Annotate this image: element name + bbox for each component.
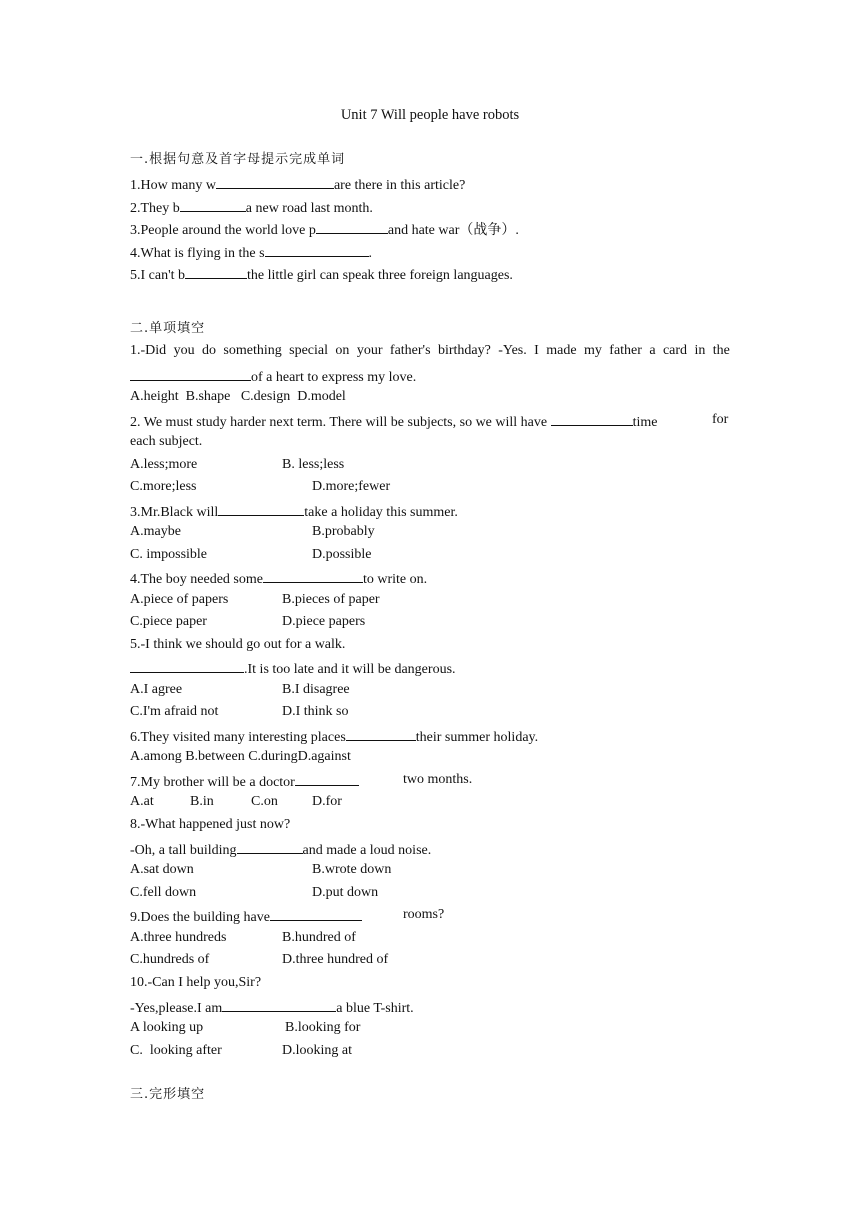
s2-q1-line1 bbox=[130, 343, 730, 359]
s2-q9-text-a: 9.Does the building have bbox=[130, 910, 270, 925]
answer-blank[interactable] bbox=[263, 568, 363, 583]
s2-q4-text-a: 4.The boy needed some bbox=[130, 572, 263, 587]
s2-q9-option-a: A.three hundreds bbox=[130, 930, 227, 945]
s2-q4-option-c: C.piece paper bbox=[130, 614, 207, 629]
s2-q2-option-b: B. less;less bbox=[282, 457, 345, 472]
s2-question-3 bbox=[130, 501, 458, 522]
s2-q6-text-a: 6.They visited many interesting places bbox=[130, 730, 346, 745]
s2-q5-line1: 5.-I think we should go out for a walk. bbox=[130, 637, 346, 652]
s2-q3-option-a: A.maybe bbox=[130, 524, 181, 539]
s2-q10-option-c: C. looking after bbox=[130, 1043, 222, 1058]
answer-blank[interactable] bbox=[270, 906, 362, 921]
s2-q5-option-b: B.I disagree bbox=[282, 682, 350, 697]
s2-q2-text-c: for bbox=[712, 412, 729, 427]
s2-question-6 bbox=[130, 726, 538, 747]
s1-q4-text-a: 4.What is flying in the s bbox=[130, 246, 265, 261]
s2-q10-text-b: a blue T-shirt. bbox=[336, 1001, 414, 1016]
s2-q1-line2 bbox=[130, 366, 416, 387]
s1-question-1 bbox=[130, 174, 465, 195]
s2-q2-line2: each subject. bbox=[130, 434, 203, 449]
s2-q10-option-b: B.looking for bbox=[285, 1020, 361, 1035]
s2-q9-option-b: B.hundred of bbox=[282, 930, 356, 945]
s2-q5-option-a: A.I agree bbox=[130, 682, 183, 697]
answer-blank[interactable] bbox=[130, 366, 251, 381]
s2-q7-option-a: A.at bbox=[130, 794, 154, 809]
answer-blank[interactable] bbox=[180, 197, 246, 212]
answer-blank[interactable] bbox=[551, 411, 633, 426]
s2-q7-text-a: 7.My brother will be a doctor bbox=[130, 775, 295, 790]
s1-question-2 bbox=[130, 197, 373, 218]
s2-q3-option-c: C. impossible bbox=[130, 547, 208, 562]
s2-q1-word: -Yes. bbox=[498, 343, 527, 358]
s1-question-5 bbox=[130, 264, 513, 285]
s1-q2-text-b: a new road last month. bbox=[245, 201, 373, 216]
s1-q5-text-a: 5.I can't b bbox=[130, 268, 186, 283]
s2-q1-word: in bbox=[694, 343, 706, 358]
s2-q3-option-d: D.possible bbox=[312, 547, 372, 562]
s1-q3-text-a: 3.People around the world love p bbox=[130, 223, 316, 238]
s1-q3-text-b: and hate war（战争）. bbox=[387, 223, 519, 238]
s2-q8-line2 bbox=[130, 839, 431, 860]
s2-q1-word: father's bbox=[389, 343, 431, 358]
s2-question-4 bbox=[130, 568, 427, 589]
s2-question-9 bbox=[130, 906, 362, 927]
s1-q4-text-b: . bbox=[368, 246, 373, 261]
s2-q10-option-a: A looking up bbox=[130, 1020, 204, 1035]
s2-q8-option-b: B.wrote down bbox=[312, 862, 392, 877]
s2-q8-text-a: -Oh, a tall building bbox=[130, 843, 237, 858]
s2-q2-option-d: D.more;fewer bbox=[312, 479, 391, 494]
s2-q1-word: made bbox=[546, 343, 577, 358]
s1-question-3 bbox=[130, 219, 519, 240]
s2-q5-line2 bbox=[130, 658, 456, 679]
s2-q9-option-d: D.three hundred of bbox=[282, 952, 389, 967]
s2-q5-option-c: C.I'm afraid not bbox=[130, 704, 219, 719]
s2-question-7 bbox=[130, 771, 359, 792]
s2-q3-option-b: B.probably bbox=[312, 524, 375, 539]
section2-heading: 二.单项填空 bbox=[130, 321, 206, 336]
s2-q6-text-b: their summer holiday. bbox=[415, 730, 539, 745]
page-title: Unit 7 Will people have robots bbox=[340, 107, 520, 123]
s2-q7-option-b: B.in bbox=[190, 794, 214, 809]
s2-q2-text-a: 2. We must study harder next term. There will be subjects, so we will have bbox=[130, 415, 551, 430]
s2-q10-line2 bbox=[130, 997, 414, 1018]
answer-blank[interactable] bbox=[130, 658, 244, 673]
s2-q1-word: father bbox=[609, 343, 642, 358]
s2-q8-option-a: A.sat down bbox=[130, 862, 194, 877]
s1-question-4 bbox=[130, 242, 372, 263]
s2-q8-option-d: D.put down bbox=[312, 885, 379, 900]
answer-blank[interactable] bbox=[222, 997, 336, 1012]
s2-q1-options: A.height B.shape C.design D.model bbox=[130, 389, 346, 404]
s2-q1-text: of a heart to express my love. bbox=[251, 370, 417, 385]
s2-q1-word: card bbox=[662, 343, 688, 358]
s2-q1-word: your bbox=[356, 343, 383, 358]
s1-q2-text-a: 2.They b bbox=[130, 201, 180, 216]
s2-q10-line1: 10.-Can I help you,Sir? bbox=[130, 975, 262, 990]
s2-q5-option-d: D.I think so bbox=[282, 704, 349, 719]
s2-q2-text-b: time bbox=[632, 415, 658, 430]
s2-q6-options: A.among B.between C.duringD.against bbox=[130, 749, 351, 764]
s2-q4-text-b: to write on. bbox=[362, 572, 428, 587]
s2-q9-text-b: rooms? bbox=[403, 907, 445, 922]
s2-q9-option-c: C.hundreds of bbox=[130, 952, 210, 967]
s1-q5-text-b: the little girl can speak three foreign languages. bbox=[247, 268, 513, 283]
s1-q1-text-b: are there in this article? bbox=[333, 178, 466, 193]
s2-q1-word: something bbox=[223, 343, 282, 358]
s2-q1-word: on bbox=[335, 343, 350, 358]
answer-blank[interactable] bbox=[218, 501, 304, 516]
s2-q7-option-d: D.for bbox=[312, 794, 342, 809]
s2-q1-word: my bbox=[583, 343, 602, 358]
s2-q4-option-b: B.pieces of paper bbox=[282, 592, 380, 607]
s2-q3-text-a: 3.Mr.Black will bbox=[130, 505, 219, 520]
section1-heading: 一.根据句意及首字母提示完成单词 bbox=[130, 152, 346, 167]
s2-q1-word: do bbox=[201, 343, 216, 358]
s2-q1-word: I bbox=[534, 343, 539, 358]
answer-blank[interactable] bbox=[295, 771, 359, 786]
s2-q4-option-d: D.piece papers bbox=[282, 614, 366, 629]
answer-blank[interactable] bbox=[265, 242, 369, 257]
s2-q3-text-b: take a holiday this summer. bbox=[304, 505, 458, 520]
s2-q1-word: a bbox=[649, 343, 656, 358]
s2-q7-text-b: two months. bbox=[403, 772, 473, 787]
s2-q7-option-c: C.on bbox=[251, 794, 278, 809]
s2-q8-option-c: C.fell down bbox=[130, 885, 197, 900]
s2-q2-option-a: A.less;more bbox=[130, 457, 198, 472]
s2-q5-text: .It is too late and it will be dangerous. bbox=[244, 662, 456, 677]
s1-q1-text-a: 1.How many w bbox=[130, 178, 216, 193]
s2-q1-word: the bbox=[712, 343, 730, 358]
answer-blank[interactable] bbox=[346, 726, 416, 741]
answer-blank[interactable] bbox=[316, 219, 388, 234]
section3-heading: 三.完形填空 bbox=[130, 1087, 206, 1102]
s2-q2-line1 bbox=[130, 411, 658, 432]
s2-q10-option-d: D.looking at bbox=[282, 1043, 352, 1058]
answer-blank[interactable] bbox=[216, 174, 334, 189]
s2-q1-word: 1.-Did bbox=[130, 343, 167, 358]
s2-q4-option-a: A.piece of papers bbox=[130, 592, 229, 607]
s2-q1-word: birthday? bbox=[437, 343, 491, 358]
s2-q1-word: special bbox=[289, 343, 329, 358]
answer-blank[interactable] bbox=[185, 264, 247, 279]
s2-q2-option-c: C.more;less bbox=[130, 479, 197, 494]
answer-blank[interactable] bbox=[237, 839, 303, 854]
s2-q10-text-a: -Yes,please.I am bbox=[130, 1001, 223, 1016]
s2-q8-text-b: and made a loud noise. bbox=[302, 843, 432, 858]
s2-q8-line1: 8.-What happened just now? bbox=[130, 817, 291, 832]
s2-q1-word: you bbox=[173, 343, 195, 358]
